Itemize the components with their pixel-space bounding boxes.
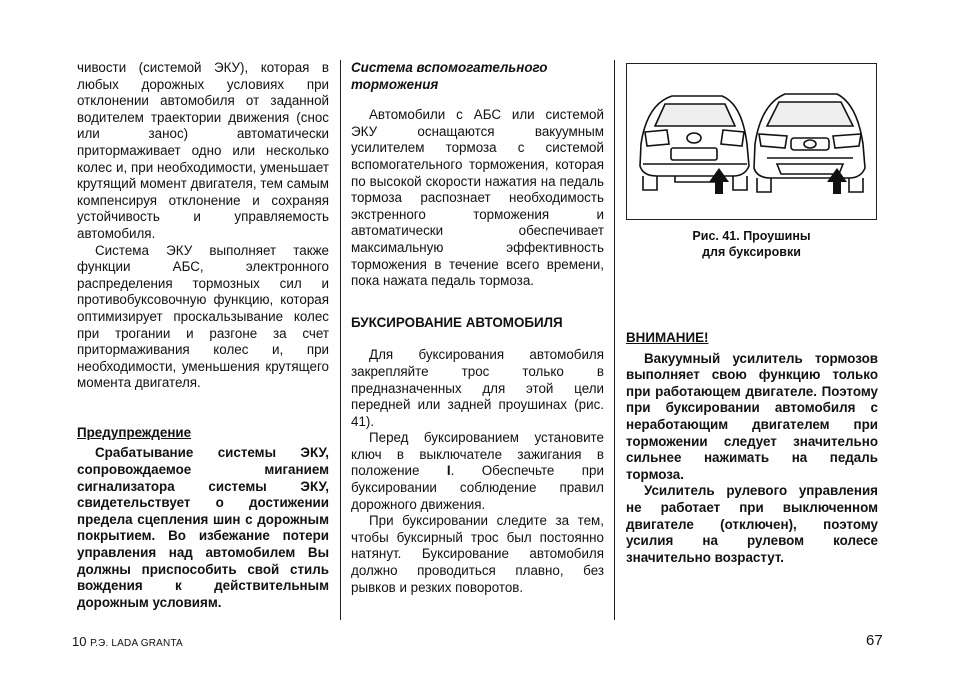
paragraph-towing-ignition: Перед буксированием установите ключ в выключателе зажигания в положение I. Обеспечьте при буксировании соблюдение правил дорожного движения.	[351, 430, 604, 512]
column-right	[626, 330, 878, 566]
footer-left-number: 10	[72, 634, 87, 649]
figure-caption	[626, 228, 877, 260]
column-divider-1	[340, 60, 341, 620]
footer-left-title: Р.Э. LADA GRANTA	[90, 638, 183, 649]
attention-heading: ВНИМАНИЕ!	[626, 330, 709, 345]
paragraph-towing-cable: При буксировании следите за тем, чтобы буксирный трос был постоянно натянут. Буксирование автомобиля должно проводиться плавно, без рывков и резких поворотов.	[351, 513, 604, 595]
warning-text: Срабатывание системы ЭКУ, сопровождаемое миганием сигнализатора системы ЭКУ, свидетельствует о достижении предела сцепления шин с дорожным покрытием. Во избежание потери управления над автомобилем Вы должны приспособить свой стиль вождения к действительным дорожным условиям.	[77, 445, 329, 610]
car-rear-view	[640, 96, 749, 190]
column-left	[77, 60, 329, 611]
arrow-up-icon	[709, 168, 729, 194]
page-number: 67	[866, 632, 883, 649]
figure-caption-line1: Рис. 41. Проушины	[692, 229, 811, 243]
paragraph-esc-continued: чивости (системой ЭКУ), которая в любых дорожных условиях при отклонении автомобиля от заданной водителем траектории движения (снос или занос) автоматически притормаживает одно или несколько колес и, при необходимости, уменьшает крутящий момент двигателя, тем самым компенсируя отклонение и сохраняя устойчивость и управляемость автомобиля.	[77, 60, 329, 241]
column-middle	[351, 60, 604, 596]
footer-left	[72, 634, 183, 649]
paragraph-esc-functions: Система ЭКУ выполняет также функции АБС, электронного распределения тормозных сил и противобуксовочную функцию, которая оптимизирует проскальзывание колес при трогании и разгоне за счет притормаживания колес и, при необходимости, уменьшения крутящего момента двигателя.	[77, 242, 329, 391]
paragraph-towing-eyes: Для буксирования автомобиля закрепляйте трос только в предназначенных для этой цели передней или задней проушинах (рис. 41).	[351, 347, 604, 429]
figure-caption-line2: для буксировки	[702, 245, 801, 259]
car-front-view	[754, 94, 865, 192]
brake-assist-heading-line1: Система вспомогательного	[351, 60, 548, 75]
brake-assist-heading-line2: торможения	[351, 76, 439, 92]
attention-paragraph-steering: Усилитель рулевого управления не работает при выключенном двигателе (отключен), поэтому усилия на рулевом колесе значительно возрастут.	[626, 483, 878, 565]
figure-towing-eyes	[626, 63, 877, 220]
paragraph-brake-assist: Автомобили с АБС или системой ЭКУ оснащаются вакуумным усилителем тормоза с системой вспомогательного торможения, которая по высокой скорости нажатия на педаль тормоза распознает необходимость экстренного торможения и автоматически обеспечивает максимальную эффективность торможения в течение всего времени, пока нажата педаль тормоза.	[351, 107, 604, 289]
warning-heading: Предупреждение	[77, 424, 192, 440]
towing-section-title: БУКСИРОВАНИЕ АВТОМОБИЛЯ	[351, 314, 563, 330]
arrow-up-icon	[827, 168, 847, 194]
car-rear-front-drawing	[627, 64, 875, 218]
attention-paragraph-brakes: Вакуумный усилитель тормозов выполняет свою функцию только при работающем двигателе. Поэтому при буксировании автомобиля с неработающим двигателем при торможении следует значительно сильнее нажимать на педаль тормоза.	[626, 350, 878, 482]
column-divider-2	[614, 60, 615, 620]
